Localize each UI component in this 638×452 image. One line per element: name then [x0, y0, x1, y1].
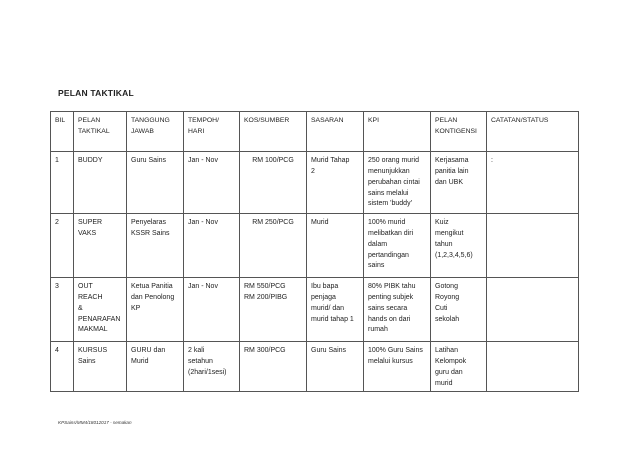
- cell-tempoh: Jan - Nov: [184, 214, 240, 278]
- cell-tempoh: Jan - Nov: [184, 278, 240, 342]
- cell-kontigensi: Latihan Kelompok guru dan murid: [431, 342, 487, 392]
- header-kpi: KPI: [364, 112, 431, 152]
- header-pelan-taktikal: PELAN TAKTIKAL: [74, 112, 127, 152]
- cell-catatan: [487, 342, 579, 392]
- cell-sasaran: Guru Sains: [307, 342, 364, 392]
- header-tanggungjawab: TANGGUNG JAWAB: [127, 112, 184, 152]
- cell-pelan: BUDDY: [74, 152, 127, 214]
- cell-bil: 3: [51, 278, 74, 342]
- table-row: [51, 214, 579, 278]
- cell-pelan: OUT REACH & PENARAFAN MAKMAL: [74, 278, 127, 342]
- header-sasaran: SASARAN: [307, 112, 364, 152]
- cell-catatan: [487, 214, 579, 278]
- cell-kontigensi: Kerjasama panitia lain dan UBK: [431, 152, 487, 214]
- header-catatan-status: CATATAN/STATUS: [487, 112, 579, 152]
- cell-kos: RM 300/PCG: [240, 342, 307, 392]
- cell-pelan: SUPER VAKS: [74, 214, 127, 278]
- cell-kpi: 80% PIBK tahu penting subjek sains secara hands on dari rumah: [364, 278, 431, 342]
- cell-sasaran: Murid Tahap 2: [307, 152, 364, 214]
- table-row: [51, 342, 579, 392]
- table-row: [51, 152, 579, 214]
- table-row: [51, 278, 579, 342]
- cell-kos: RM 550/PCG RM 200/PIBG: [240, 278, 307, 342]
- cell-kos: RM 100/PCG: [240, 152, 307, 214]
- cell-bil: 4: [51, 342, 74, 392]
- cell-sasaran: Murid: [307, 214, 364, 278]
- page-title: PELAN TAKTIKAL: [58, 88, 134, 98]
- cell-kontigensi: Gotong Royong Cuti sekolah: [431, 278, 487, 342]
- cell-catatan: [487, 278, 579, 342]
- cell-kontigensi: Kuiz mengikut tahun (1,2,3,4,5,6): [431, 214, 487, 278]
- tactical-plan-table: [50, 111, 579, 392]
- header-kos-sumber: KOS/SUMBER: [240, 112, 307, 152]
- header-bil: BIL: [51, 112, 74, 152]
- table-header-row: [51, 112, 579, 152]
- cell-pelan: KURSUS Sains: [74, 342, 127, 392]
- page-footer: KPSains/MM4/18012017 - semakan: [58, 420, 132, 425]
- cell-tanggungjawab: Penyelaras KSSR Sains: [127, 214, 184, 278]
- cell-tanggungjawab: GURU dan Murid: [127, 342, 184, 392]
- cell-kpi: 100% murid melibatkan diri dalam pertandingan sains: [364, 214, 431, 278]
- cell-tanggungjawab: Ketua Panitia dan Penolong KP: [127, 278, 184, 342]
- header-pelan-kontigensi: PELAN KONTIGENSI: [431, 112, 487, 152]
- cell-bil: 2: [51, 214, 74, 278]
- cell-kos: RM 250/PCG: [240, 214, 307, 278]
- cell-catatan: :: [487, 152, 579, 214]
- cell-sasaran: Ibu bapa penjaga murid/ dan murid tahap 1: [307, 278, 364, 342]
- cell-kpi: 250 orang murid menunjukkan perubahan cintai sains melalui sistem 'buddy': [364, 152, 431, 214]
- cell-bil: 1: [51, 152, 74, 214]
- header-tempoh: TEMPOH/ HARI: [184, 112, 240, 152]
- cell-tempoh: 2 kali setahun (2hari/1sesi): [184, 342, 240, 392]
- cell-tempoh: Jan - Nov: [184, 152, 240, 214]
- cell-kpi: 100% Guru Sains melalui kursus: [364, 342, 431, 392]
- cell-tanggungjawab: Guru Sains: [127, 152, 184, 214]
